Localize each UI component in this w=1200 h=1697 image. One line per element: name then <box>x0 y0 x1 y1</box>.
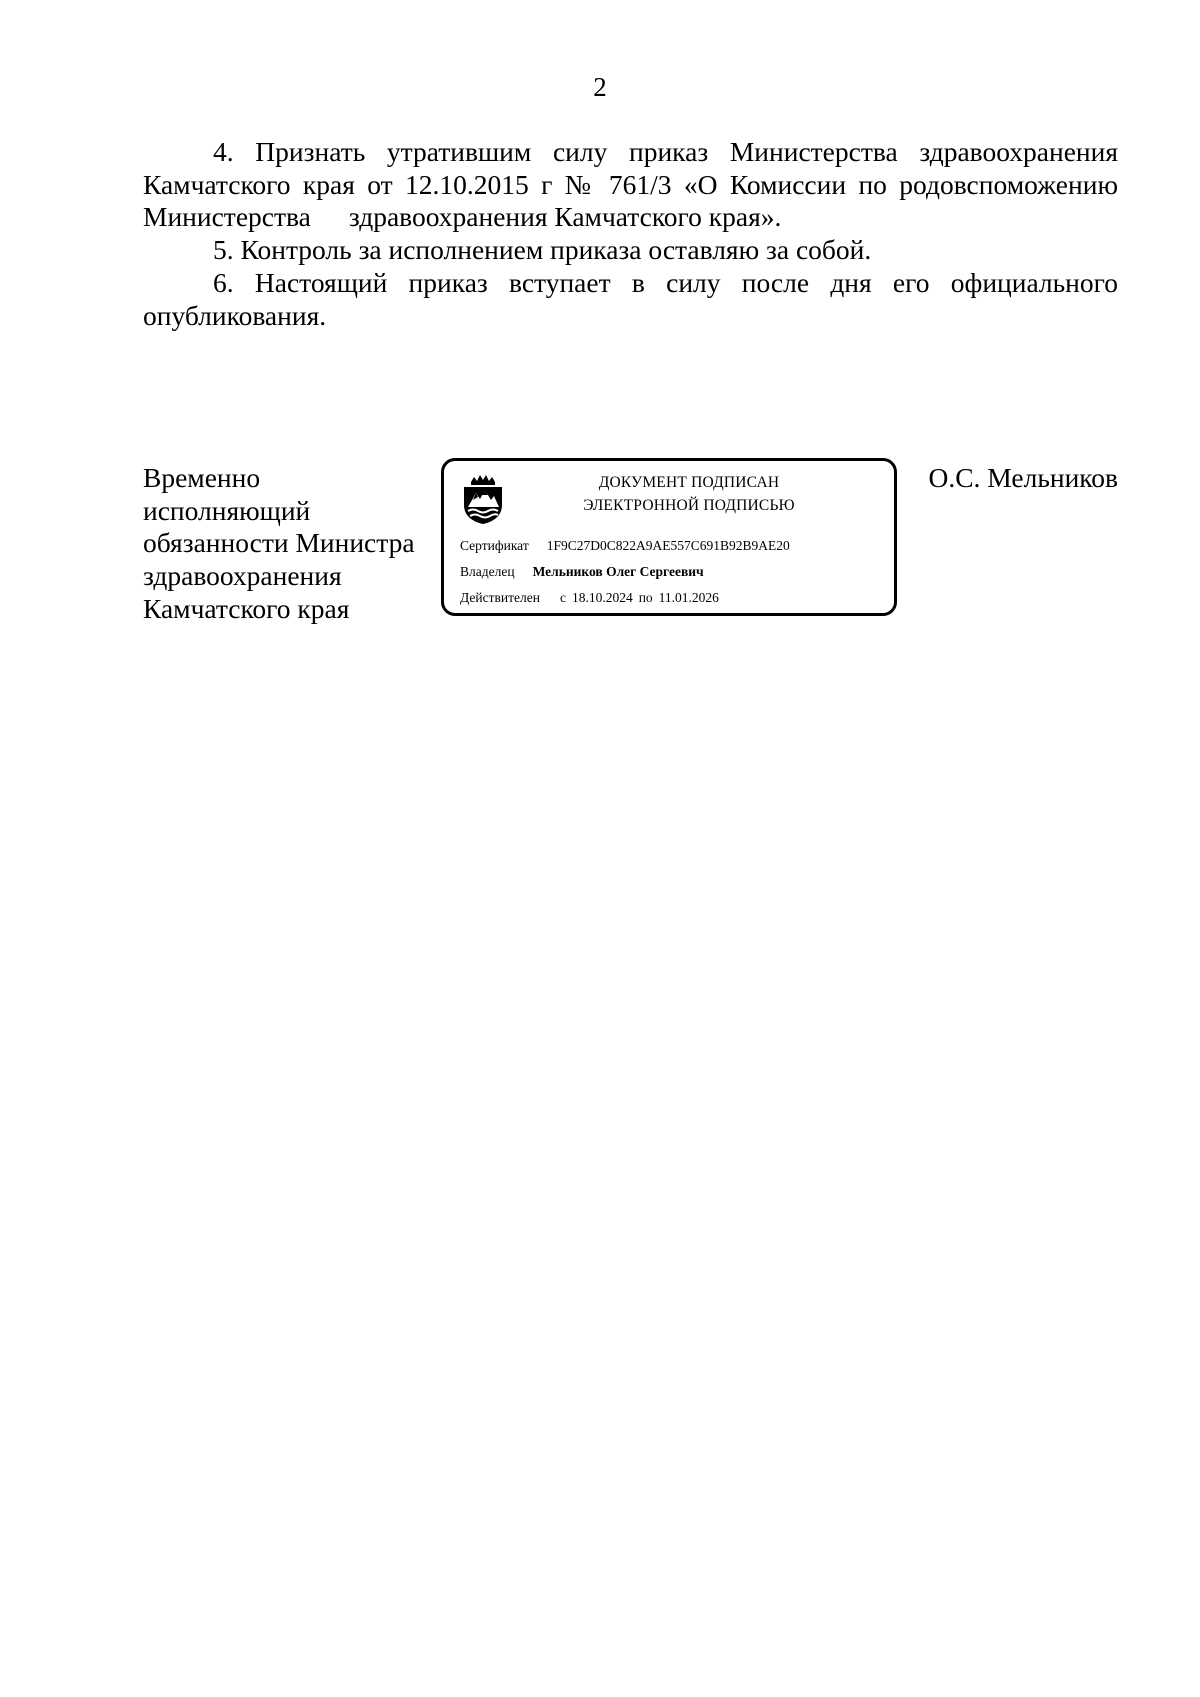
certificate-value: 1F9C27D0C822A9AE557C691B92B9AE20 <box>546 538 790 553</box>
stamp-owner-row <box>460 564 704 580</box>
signer-position-line: Камчатского края <box>143 592 350 624</box>
signer-position-line: здравоохранения <box>143 560 342 592</box>
stamp-certificate-row <box>460 538 790 554</box>
paragraph-6 <box>143 267 1118 332</box>
validity-to-date: 11.01.2026 <box>658 590 719 605</box>
paragraph-4-line-3-part-1: Министерства <box>143 201 311 233</box>
owner-value: Мельников Олег Сергеевич <box>532 564 704 579</box>
paragraph-4-line-3-part-2: здравоохранения Камчатского края». <box>348 201 782 233</box>
paragraph-6-line-2: опубликования. <box>143 299 327 331</box>
signer-position <box>143 462 433 626</box>
paragraph-4 <box>143 136 1118 234</box>
paragraph-6-line-1: 6. Настоящий приказ вступает в силу после дня его официального <box>213 266 1118 298</box>
electronic-signature-stamp <box>441 458 897 616</box>
signer-position-line: Временно <box>143 462 261 493</box>
validity-to-prefix: по <box>638 590 653 605</box>
paragraph-5: 5. Контроль за исполнением приказа оставляю за собой. <box>213 234 872 266</box>
stamp-validity-row <box>460 590 719 606</box>
kamchatka-coat-of-arms-icon <box>460 473 506 525</box>
stamp-header-line-2: ЭЛЕКТРОННОЙ ПОДПИСЬЮ <box>583 497 795 514</box>
paragraph-4-line-3 <box>143 201 1118 234</box>
certificate-label: Сертификат <box>460 538 529 553</box>
validity-label: Действителен <box>460 590 540 605</box>
signer-position-line: исполняющий <box>143 494 311 526</box>
paragraph-4-line-2: Камчатского края от 12.10.2015 г № 761/3 «О Комиссии по родовспоможению <box>143 168 1118 200</box>
signer-position-line: обязанности Министра <box>143 527 415 559</box>
validity-from-prefix: с <box>559 590 566 605</box>
owner-label: Владелец <box>460 564 515 579</box>
stamp-header-line-1: ДОКУМЕНТ ПОДПИСАН <box>598 474 780 491</box>
order-body <box>143 136 1118 332</box>
validity-from-date: 18.10.2024 <box>571 590 633 605</box>
paragraph-4-line-1: 4. Признать утратившим силу приказ Министерства здравоохранения <box>213 136 1118 167</box>
stamp-header <box>534 471 844 517</box>
page-number: 2 <box>593 72 607 102</box>
signer-name: О.С. Мельников <box>928 462 1118 493</box>
